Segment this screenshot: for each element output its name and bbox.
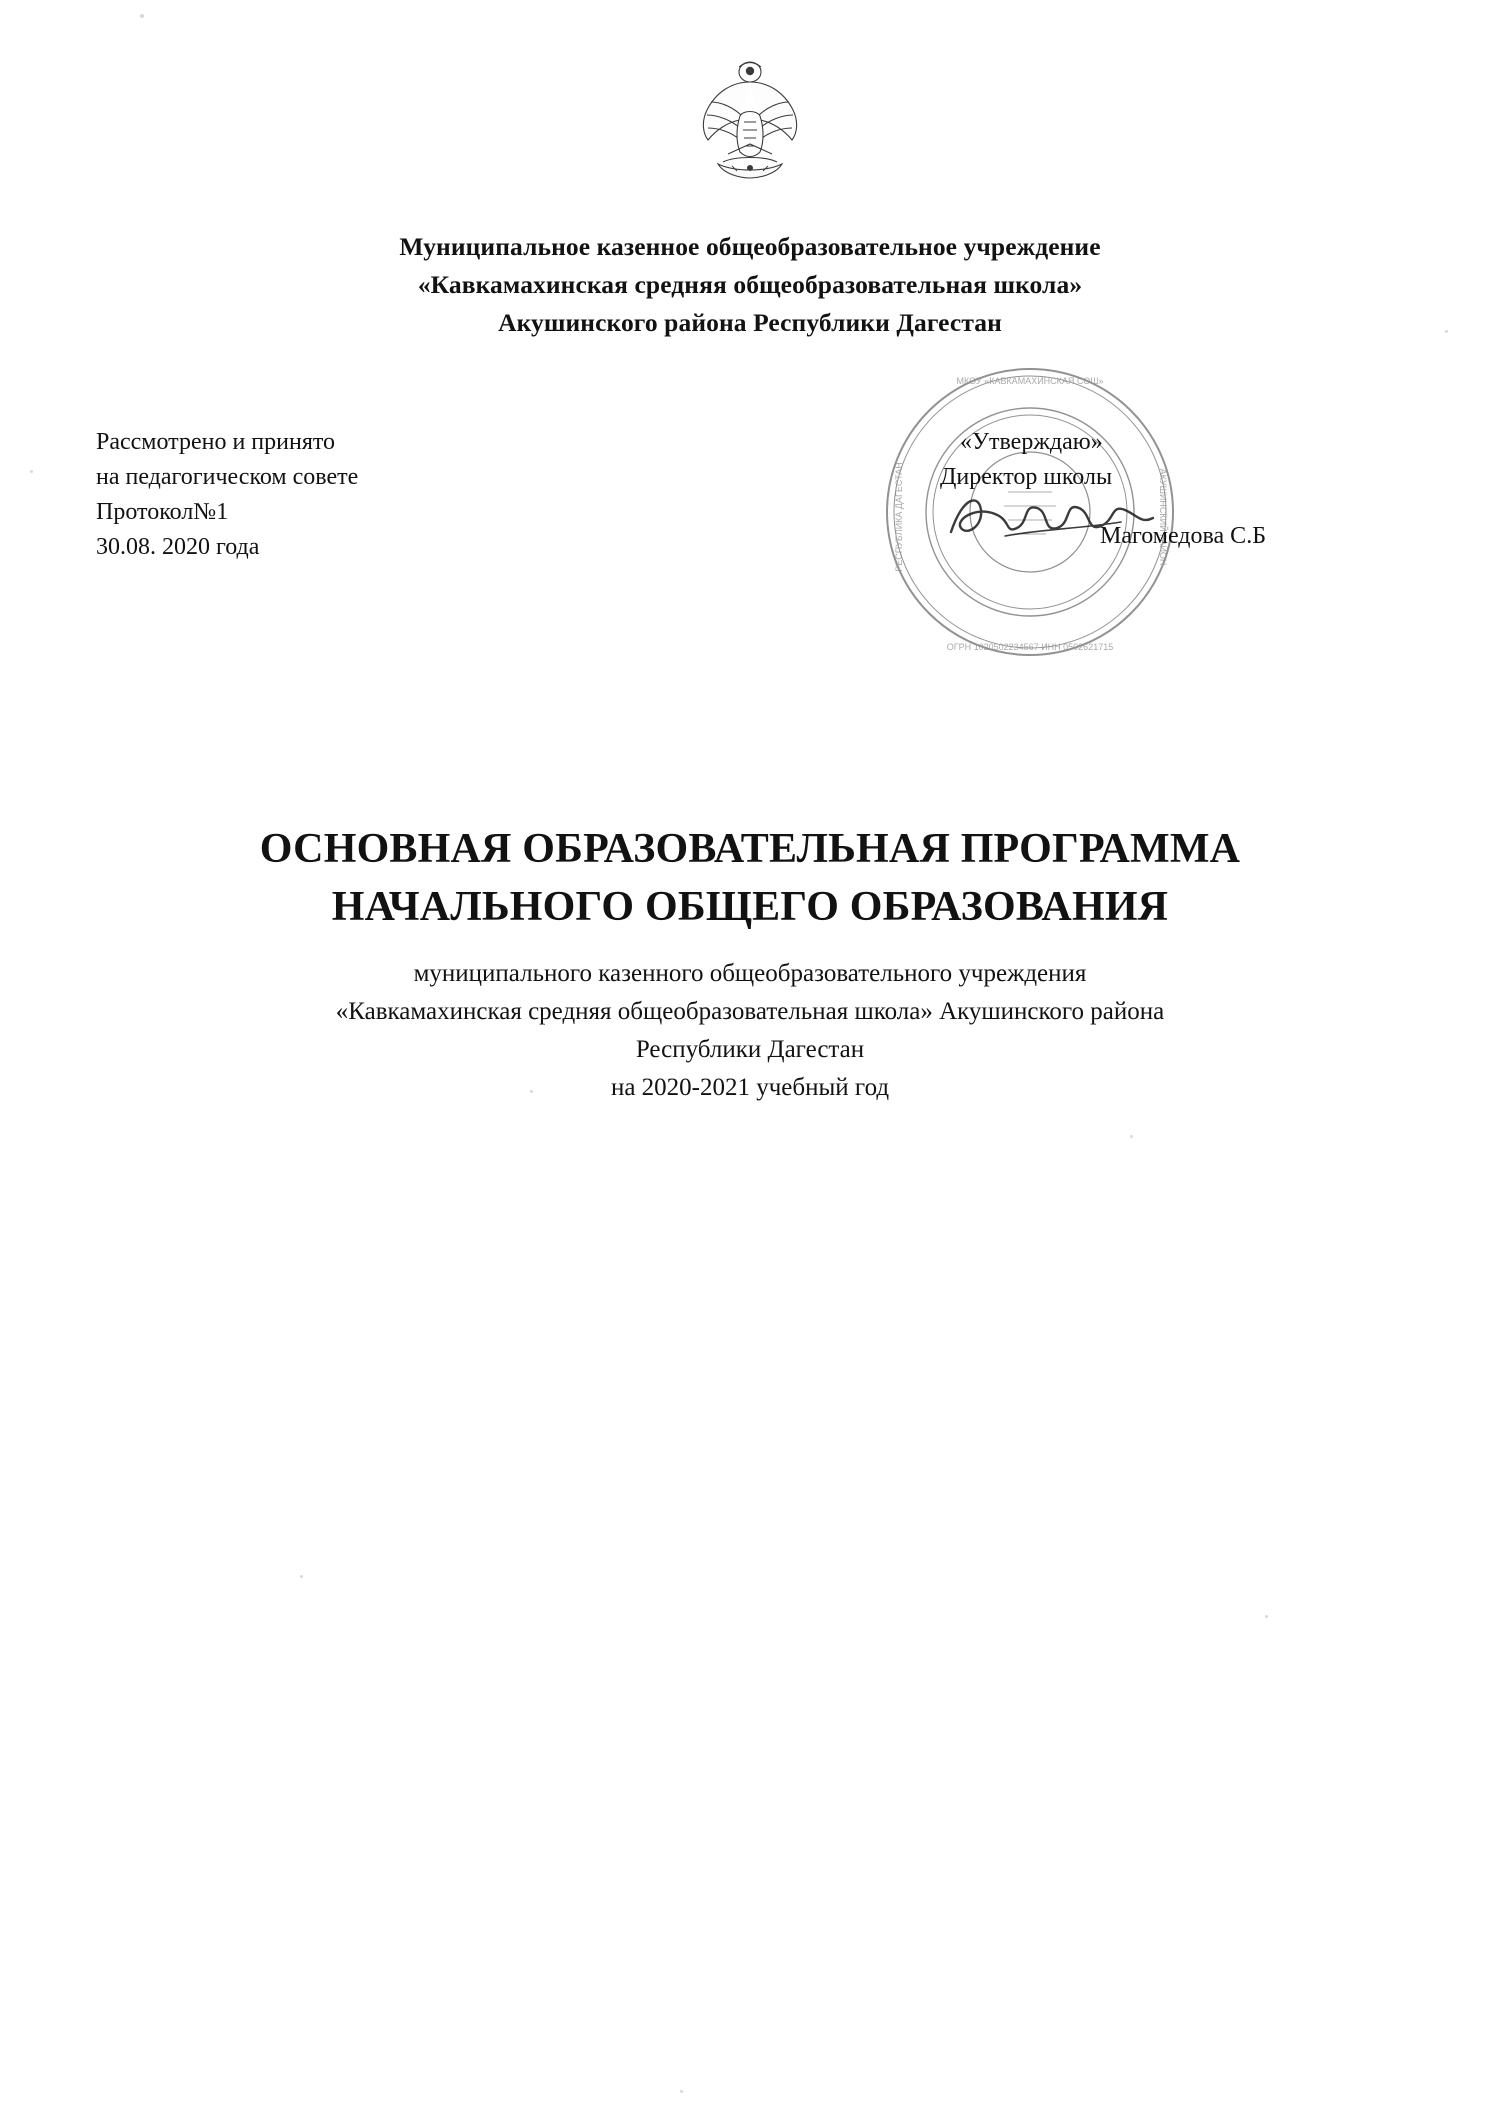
scan-speck — [530, 1090, 533, 1093]
page-subtitle — [0, 955, 1500, 1107]
approval-label: «Утверждаю» — [960, 429, 1103, 455]
approval-block — [940, 425, 1266, 554]
school-header-line-3: Акушинского района Республики Дагестан — [498, 308, 1002, 337]
adoption-block — [96, 425, 358, 565]
adoption-date: 30.08. 2020 года — [96, 534, 260, 560]
scan-speck — [1265, 1615, 1268, 1618]
page-subtitle-academic-year: на 2020-2021 учебный год — [610, 1074, 890, 1101]
approval-position: Директор школы — [940, 464, 1113, 490]
page-subtitle-line-1: муниципального казенного общеобразовательного учреждения — [413, 960, 1087, 987]
scan-speck — [140, 14, 144, 18]
school-header-line-2: «Кавкамахинская средняя общеобразовательная школа» — [417, 270, 1083, 299]
page-title-line-2: НАЧАЛЬНОГО ОБЩЕГО ОБРАЗОВАНИЯ — [331, 884, 1169, 930]
scan-speck — [30, 470, 33, 473]
scan-speck — [680, 2090, 683, 2093]
scan-speck — [1130, 1135, 1133, 1138]
scan-speck — [300, 1575, 303, 1578]
emblem-container — [0, 58, 1500, 180]
page-subtitle-line-2: «Кавкамахинская средняя общеобразовательная школа» Акушинского района — [335, 998, 1165, 1025]
scan-speck — [1445, 330, 1448, 333]
coat-of-arms-icon — [680, 58, 820, 180]
svg-text:ОГРН 1020502234567 ИНН 0502621: ОГРН 1020502234567 ИНН 0502621715 — [946, 642, 1114, 652]
page-subtitle-line-3: Республики Дагестан — [635, 1036, 865, 1063]
svg-text:РЕСПУБЛИКА ДАГЕСТАН: РЕСПУБЛИКА ДАГЕСТАН — [894, 462, 904, 572]
adoption-line-2: на педагогическом совете — [96, 464, 359, 490]
svg-text:АКУШИНСКИЙ РАЙОН: АКУШИНСКИЙ РАЙОН — [1158, 468, 1168, 566]
adoption-line-1: Рассмотрено и принято — [96, 429, 336, 455]
school-header — [0, 228, 1500, 342]
page-title — [0, 820, 1500, 936]
school-header-line-1: Муниципальное казенное общеобразовательное учреждение — [399, 232, 1101, 261]
svg-text:МКОУ «КАВКАМАХИНСКАЯ СОШ»: МКОУ «КАВКАМАХИНСКАЯ СОШ» — [956, 376, 1104, 386]
adoption-protocol-number: Протокол№1 — [96, 499, 229, 525]
approval-director-name: Магомедова С.Б — [1100, 523, 1266, 549]
page-title-line-1: ОСНОВНАЯ ОБРАЗОВАТЕЛЬНАЯ ПРОГРАММА — [259, 826, 1241, 872]
